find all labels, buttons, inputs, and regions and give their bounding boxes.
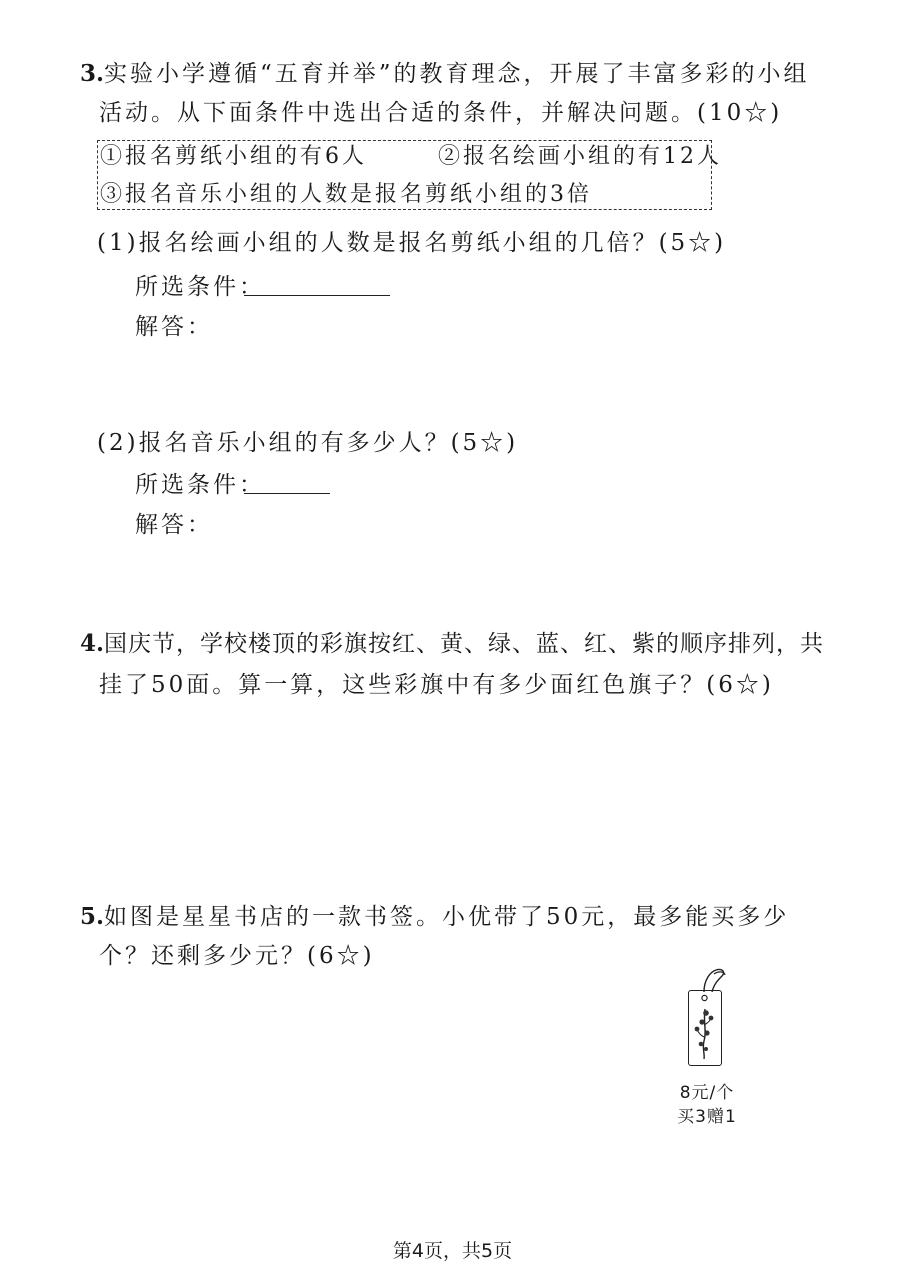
q5-number: 5. <box>80 903 105 930</box>
q3-sub2-condition-label: 所选条件： <box>135 472 265 498</box>
q4-text-line1: 国庆节，学校楼顶的彩旗按红、黄、绿、蓝、红、紫的顺序排列，共 <box>104 631 825 657</box>
q3-sub1-question: (1)报名绘画小组的人数是报名剪纸小组的几倍？(5☆) <box>97 230 727 256</box>
q4-line2: 挂了50面。算一算，这些彩旗中有多少面红色旗子？(6☆) <box>99 672 774 698</box>
bookmark-price: 8元/个 <box>679 1083 735 1103</box>
q5-line2: 个？还剩多少元？(6☆) <box>99 943 375 969</box>
condition-1: ①报名剪纸小组的有6人 <box>100 144 367 169</box>
bookmark-tassel-icon <box>692 968 732 992</box>
page-number: 第4页，共5页 <box>392 1240 513 1262</box>
condition-2: ②报名绘画小组的有12人 <box>438 144 722 169</box>
q3-sub1-condition-label: 所选条件： <box>135 274 265 300</box>
q5-text-line1: 如图是星星书店的一款书签。小优带了50元，最多能买多少 <box>104 904 790 930</box>
q3-sub2-condition-blank[interactable] <box>244 493 330 494</box>
q3-number: 3. <box>80 60 105 87</box>
q3-line1 <box>80 62 810 86</box>
condition-3: ③报名音乐小组的人数是报名剪纸小组的3倍 <box>100 182 592 207</box>
q4-number: 4. <box>80 630 105 657</box>
q3-text-line1: 实验小学遵循“五育并举”的教育理念，开展了丰富多彩的小组 <box>104 61 810 87</box>
q3-sub1-condition-blank[interactable] <box>244 295 390 296</box>
q3-sub2-question: (2)报名音乐小组的有多少人？(5☆) <box>97 430 519 456</box>
q3-line2: 活动。从下面条件中选出合适的条件，并解决问题。(10☆) <box>99 100 783 126</box>
q4-line1 <box>80 632 824 656</box>
q5-line1 <box>80 905 789 929</box>
bookmark-with-flower-icon <box>688 990 722 1066</box>
q3-sub2-answer-label: 解答： <box>135 512 213 538</box>
bookmark-offer: 买3赠1 <box>677 1107 737 1127</box>
q3-sub1-answer-label: 解答： <box>135 314 213 340</box>
